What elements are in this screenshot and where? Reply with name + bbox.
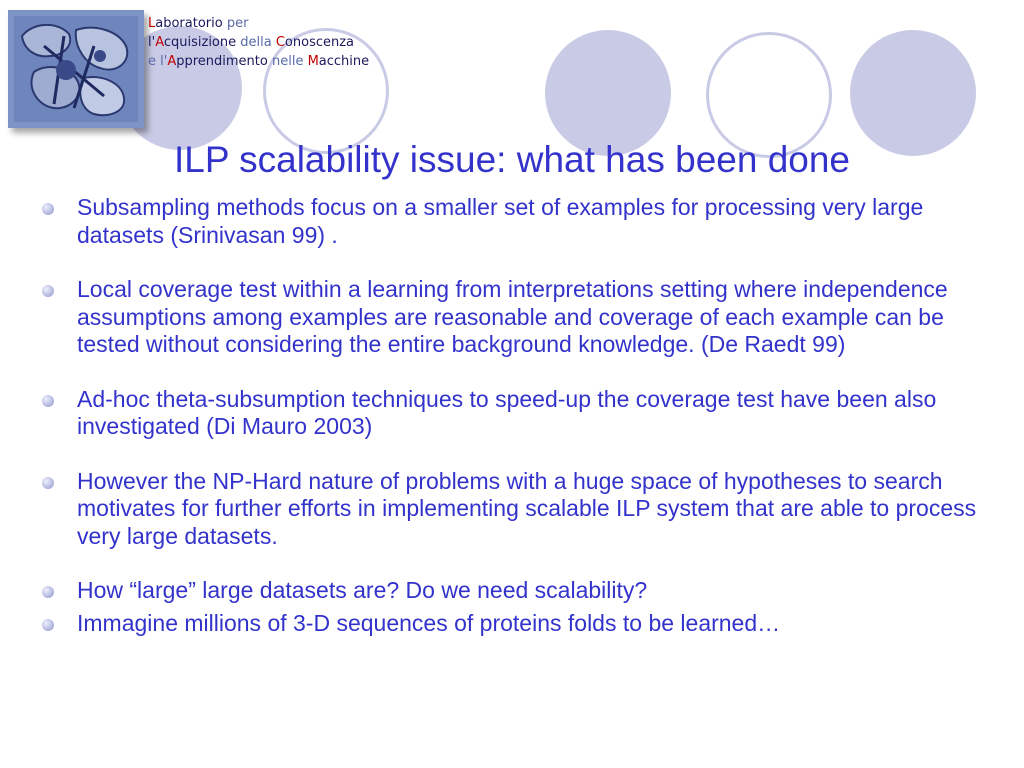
bullet-text: Ad-hoc theta-subsumption techniques to speed-up the coverage test have been also investigated (Di Mauro 2003)	[77, 385, 937, 439]
lab-title-line	[148, 14, 369, 33]
bullet-dot-icon	[42, 477, 54, 489]
lab-title-segment: per	[226, 16, 249, 31]
lab-title-segment: L	[148, 16, 156, 31]
lab-title-segment: M	[307, 54, 319, 69]
lab-title-segment: l'	[148, 35, 156, 50]
bullet-text: How “large” large datasets are? Do we need scalability?	[77, 577, 648, 603]
bullet-dot-icon	[42, 619, 54, 631]
lab-title-segment: A	[155, 35, 164, 50]
lab-title-line	[148, 52, 369, 71]
bullet-list	[42, 194, 977, 637]
bullet-dot-icon	[42, 586, 54, 598]
slide-title: ILP scalability issue: what has been done	[173, 139, 851, 180]
bullet-text: However the NP-Hard nature of problems with a huge space of hypotheses to search motivates for further efforts in implementing scalable ILP system that are able to process very large datasets.	[77, 467, 977, 549]
lab-title-segment: della	[240, 35, 276, 50]
lab-title-segment: aboratorio	[155, 16, 227, 31]
bullet-text: Subsampling methods focus on a smaller set of examples for processing very large datasets (Srinivasan 99) .	[77, 194, 924, 248]
lab-title-segment: cquisizione	[163, 35, 241, 50]
lab-logo	[8, 10, 144, 128]
lab-title-segment: acchine	[318, 54, 370, 69]
lab-title-segment: C	[275, 35, 285, 50]
bullet-item	[42, 577, 977, 605]
logo-artwork-icon	[14, 16, 138, 122]
lab-title-line	[148, 33, 369, 52]
lab-title-segment: nelle	[271, 54, 308, 69]
bullet-item	[42, 468, 977, 551]
bullet-dot-icon	[42, 395, 54, 407]
bullet-item	[42, 276, 977, 359]
lab-title-segment: onoscenza	[284, 35, 355, 50]
bullet-text: Immagine millions of 3-D sequences of proteins folds to be learned…	[77, 609, 781, 636]
bullet-dot-icon	[42, 203, 54, 215]
bullet-item	[42, 610, 977, 638]
bullet-dot-icon	[42, 285, 54, 297]
lab-title-segment: pprendimento	[176, 54, 272, 69]
bullet-text: Local coverage test within a learning from interpretations setting where independence assumptions among examples are reasonable and coverage of each example can be tested without considering the entire background knowledge. (De Raedt 99)	[77, 276, 948, 357]
bullet-item	[42, 386, 977, 441]
lab-title-segment: e l'	[148, 54, 168, 69]
lab-title	[148, 14, 369, 71]
bullet-item	[42, 194, 977, 249]
lab-title-segment: A	[167, 54, 177, 69]
